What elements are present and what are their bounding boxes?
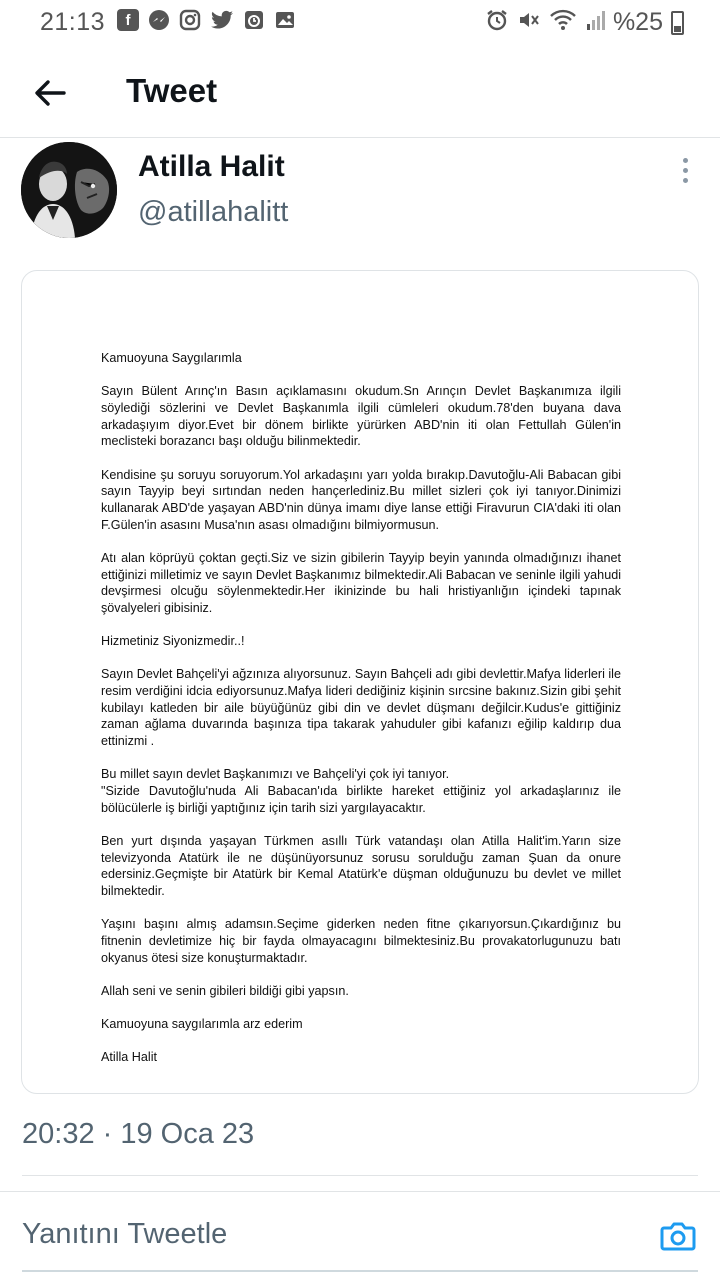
gallery-icon: [274, 9, 296, 36]
divider: [22, 1175, 698, 1176]
letter-paragraph: Sayın Bülent Arınç'ın Basın açıklamasını okudum.Sn Arınçın Devlet Başkanımıza ilgili söylediği sözlerini ve Devlet Başkanımla ilgili cümleleri okudum.78'den buyana dava arkadaşıyım diyor.Evet bir dönem birlikte yürürken ABD'nin iti olan Fettullah Gülen'in meclisteki borazancı başı olduğu bilinmektedir.: [101, 384, 621, 449]
timer-icon: [243, 9, 265, 36]
letter-greeting: Kamuoyuna Saygılarımla: [101, 351, 242, 365]
letter-paragraph: Allah seni ve senin gibileri bildiği gibi yapsın.: [101, 983, 349, 998]
author-handle[interactable]: @atillahalitt: [138, 196, 289, 228]
letter-paragraph: Hizmetiniz Siyonizmedir..!: [101, 634, 245, 649]
letter-paragraph: "Sizide Davutoğlu'nuda Ali Babacan'ıda birlikte hareket ettiğiniz yol arkadaşlarınız ile bölücülerle iş birliği yaptığınız için tarih sizi yargılayacaktır.: [101, 784, 621, 815]
messenger-icon: [148, 9, 170, 36]
wifi-icon: [549, 8, 577, 37]
more-options-button[interactable]: [668, 152, 702, 188]
more-dot-icon: [683, 168, 688, 173]
author-name[interactable]: Atilla Halit: [138, 150, 285, 183]
battery-percent: %25: [612, 8, 663, 36]
arrow-left-icon: [33, 78, 67, 108]
camera-icon: [658, 1216, 698, 1256]
tweet-timestamp[interactable]: 20:32 · 19 Oca 23: [22, 1118, 255, 1150]
letter-paragraph: Bu millet sayın devlet Başkanımızı ve Bahçeli'yi çok iyi tanıyor.: [101, 767, 450, 782]
divider: [0, 1191, 720, 1192]
letter-paragraph: Ben yurt dışında yaşayan Türkmen asıllı Türk vatandaşı olan Atilla Halit'im.Yarın size televizyonda Atatürk ile ne düşünüyorsunuz sorusu sorulduğu zaman Şuan da onure edersiniz.Geçmişte bir Atatürk bir Kemal Atatürk'e düşman olduğunuzu bu devlet ve millet bilmektedir.: [101, 833, 621, 899]
back-button[interactable]: [26, 69, 74, 117]
battery-icon: [671, 11, 684, 35]
letter-paragraph: Kendisine şu soruyu soruyorum.Yol arkadaşını yarı yolda bırakıp.Davutoğlu-Ali Babacan gibi sayın Tayyip beyi sırtından neden hançerlediniz.Bu millet sizleri çok iyi tanıyor.Dinimizi kullanarak ABD'de yaşayan ABD'nin dünya imamı diye lanse ettiği Firavurun CIA'daki iti olan F.Gülen'in asasını Musa'nın asası olmadığını bilmiyormusun.: [101, 467, 621, 532]
camera-button[interactable]: [658, 1216, 698, 1256]
instagram-icon: [179, 9, 201, 36]
facebook-icon: f: [117, 9, 139, 31]
letter-paragraph: Atı alan köprüyü çoktan geçti.Siz ve sizin gibilerin Tayyip beyin yanında olmadığınızı ihanet ettiğinizi milletimiz ve sayın Devlet Başkanımız bilmektedir.Ali Babacan ve seninle ilgili yahudi devşirmesi olcuğu söylenmektedir.Her ikinizinde bu hali hristiyanlığın içindeki tapınak şövalyeleri gibisiniz.: [101, 550, 621, 615]
twitter-icon: [210, 9, 234, 36]
tweet-media-image[interactable]: [21, 270, 699, 1094]
letter-document: [101, 350, 621, 1083]
reply-input[interactable]: Yanıtını Tweetle: [22, 1218, 228, 1250]
letter-paragraph: Kamuoyuna saygılarımla arz ederim: [101, 1017, 303, 1032]
more-dot-icon: [683, 158, 688, 163]
status-bar: [0, 0, 720, 44]
more-dot-icon: [683, 178, 688, 183]
avatar[interactable]: [21, 142, 117, 238]
letter-signature: Atilla Halit: [101, 1050, 157, 1065]
status-time: 21:13: [40, 8, 106, 36]
top-app-bar: [0, 52, 720, 138]
alarm-icon: [485, 8, 509, 37]
page-title: Tweet: [126, 72, 218, 109]
reply-underline: [22, 1270, 698, 1272]
notification-icons: [117, 9, 296, 36]
system-icons: [485, 8, 684, 37]
signal-icon: [585, 8, 605, 37]
letter-paragraph: Yaşını başını almış adamsın.Seçime giderken neden fitne çıkarıyorsun.Çıkardığınız bu fitnenin devletimize hiç bir fayda olmayacagını bilmektesiniz.Bu provakatorlugunuzu batı okyanus ötesi size konuşturmaktadır.: [101, 917, 621, 965]
mute-icon: [517, 8, 541, 37]
letter-paragraph: Sayın Devlet Bahçeli'yi ağzınıza alıyorsunuz. Sayın Bahçeli adı gibi devlettir.Mafya liderleri ile resim verdiğini idcia ediyorsunuz.Mafya lideri dediğiniz kişinin sırcsine bakınız.Sizin gibi şehit kubilayı katleden bir aile büyüğünüz gibi din ve devlet düşmanı değilcir.Kudus'e gittiğiniz zaman ağlama duvarında başınıza tipa takarak yahuduler gibi kafanızı eğilip kaldırıp dua ettinizmi .: [101, 667, 621, 749]
